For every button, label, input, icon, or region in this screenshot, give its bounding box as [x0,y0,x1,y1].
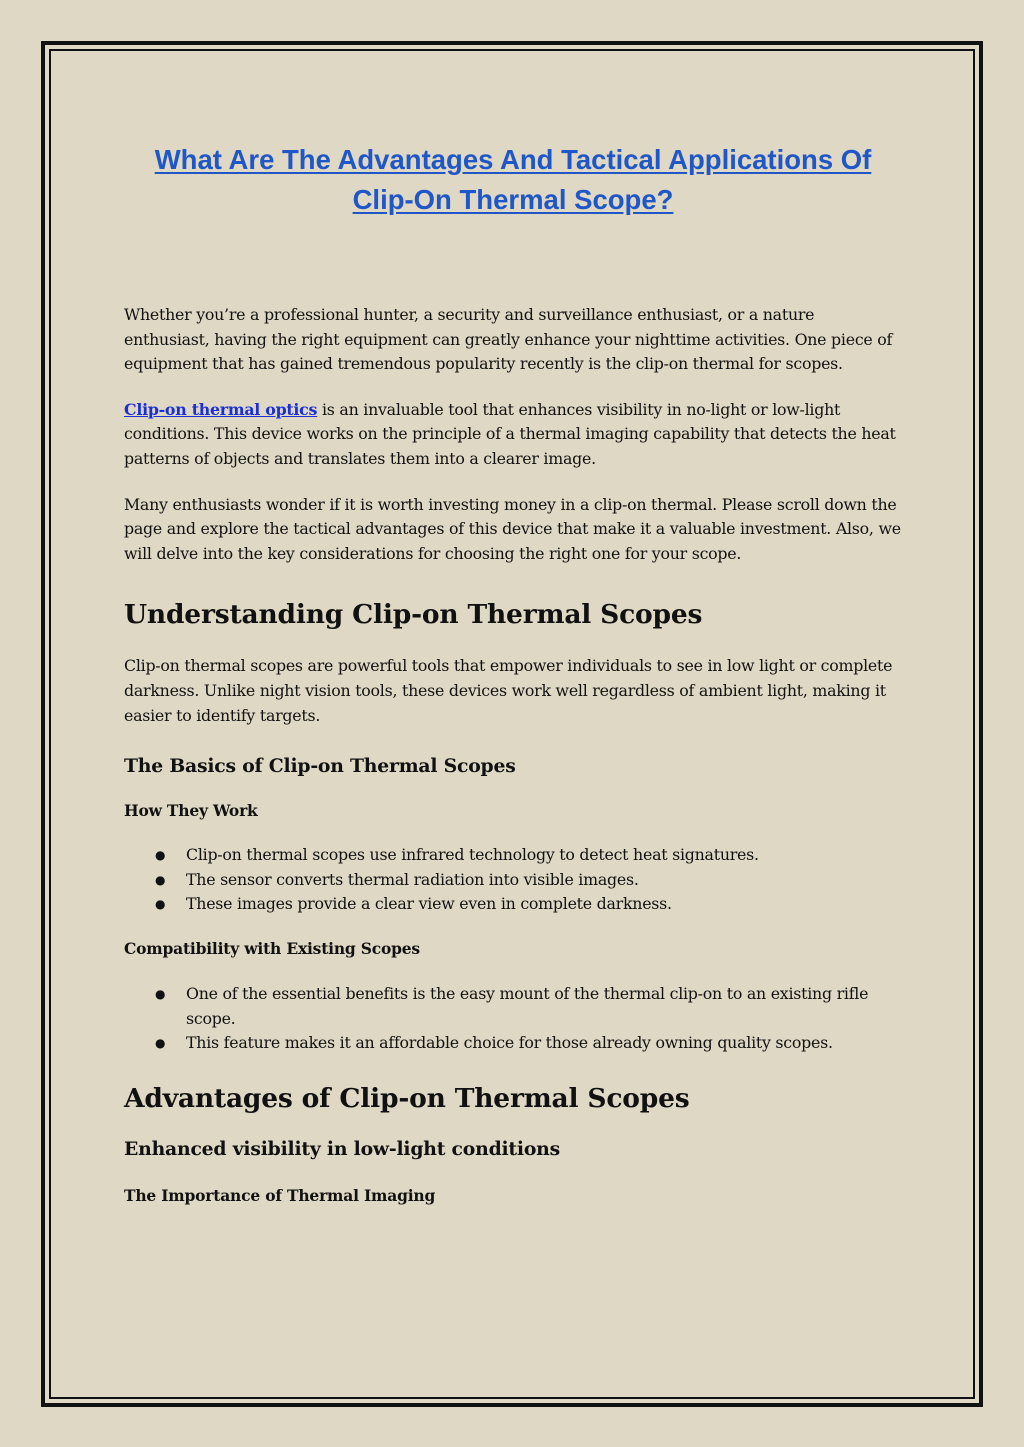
list-item-text: Clip-on thermal scopes use infrared technology to detect heat signatures. [186,845,759,865]
clip-on-thermal-optics-link[interactable]: Clip-on thermal optics [124,399,318,419]
list-item [124,843,902,868]
bullet-icon: ● [155,986,166,1001]
minor-heading-how-they-work: How They Work [124,801,258,821]
bullet-icon: ● [155,872,166,887]
intro-paragraph-3: Many enthusiasts wonder if it is worth investing money in a clip-on thermal. Please scroll down the page and explore the tactical advantages of this device that make it a valuable investment. Also, we will delve into the key considerations for choosing the right one for your scope. [124,494,901,563]
bullet-icon: ● [155,897,166,912]
compatibility-list [124,982,902,1056]
intro-paragraph-2-text: is an invaluable tool that enhances visibility in no-light or low-light conditions. This device works on the principle of a thermal imaging capability that detects the heat patterns of objects and translates them into a clearer image. [124,399,896,468]
subheading-enhanced-visibility: Enhanced visibility in low-light conditions [124,1137,560,1160]
list-item [124,868,902,893]
section-heading-advantages: Advantages of Clip-on Thermal Scopes [124,1082,690,1114]
list-item [124,982,902,1031]
minor-heading-thermal-imaging: The Importance of Thermal Imaging [124,1185,436,1205]
intro-paragraph-2 [124,398,902,472]
section-heading-understanding: Understanding Clip-on Thermal Scopes [124,599,703,631]
bullet-icon: ● [155,848,166,863]
article-title[interactable]: What Are The Advantages And Tactical Applications Of Clip-On Thermal Scope? [154,144,872,215]
subheading-basics: The Basics of Clip-on Thermal Scopes [124,755,516,778]
list-item [124,1031,902,1056]
how-they-work-list [124,843,902,917]
list-item-text: The sensor converts thermal radiation into visible images. [186,869,639,889]
minor-heading-compatibility: Compatibility with Existing Scopes [124,938,420,958]
section-1-paragraph: Clip-on thermal scopes are powerful tools that empower individuals to see in low light or complete darkness. Unlike night vision tools, these devices work well regardless of ambient light, making it easier to identify targets. [124,656,893,725]
list-item-text: These images provide a clear view even in complete darkness. [186,894,672,914]
list-item [124,892,902,917]
bullet-icon: ● [155,1036,166,1051]
list-item-text: This feature makes it an affordable choice for those already owning quality scopes. [186,1033,833,1053]
article [124,140,902,1208]
list-item-text: One of the essential benefits is the easy mount of the thermal clip-on to an existing rifle scope. [186,983,869,1028]
intro-paragraph-1: Whether you’re a professional hunter, a security and surveillance enthusiast, or a nature enthusiast, having the right equipment can greatly enhance your nighttime activities. One piece of equipment that has gained tremendous popularity recently is the clip-on thermal for scopes. [124,305,893,374]
